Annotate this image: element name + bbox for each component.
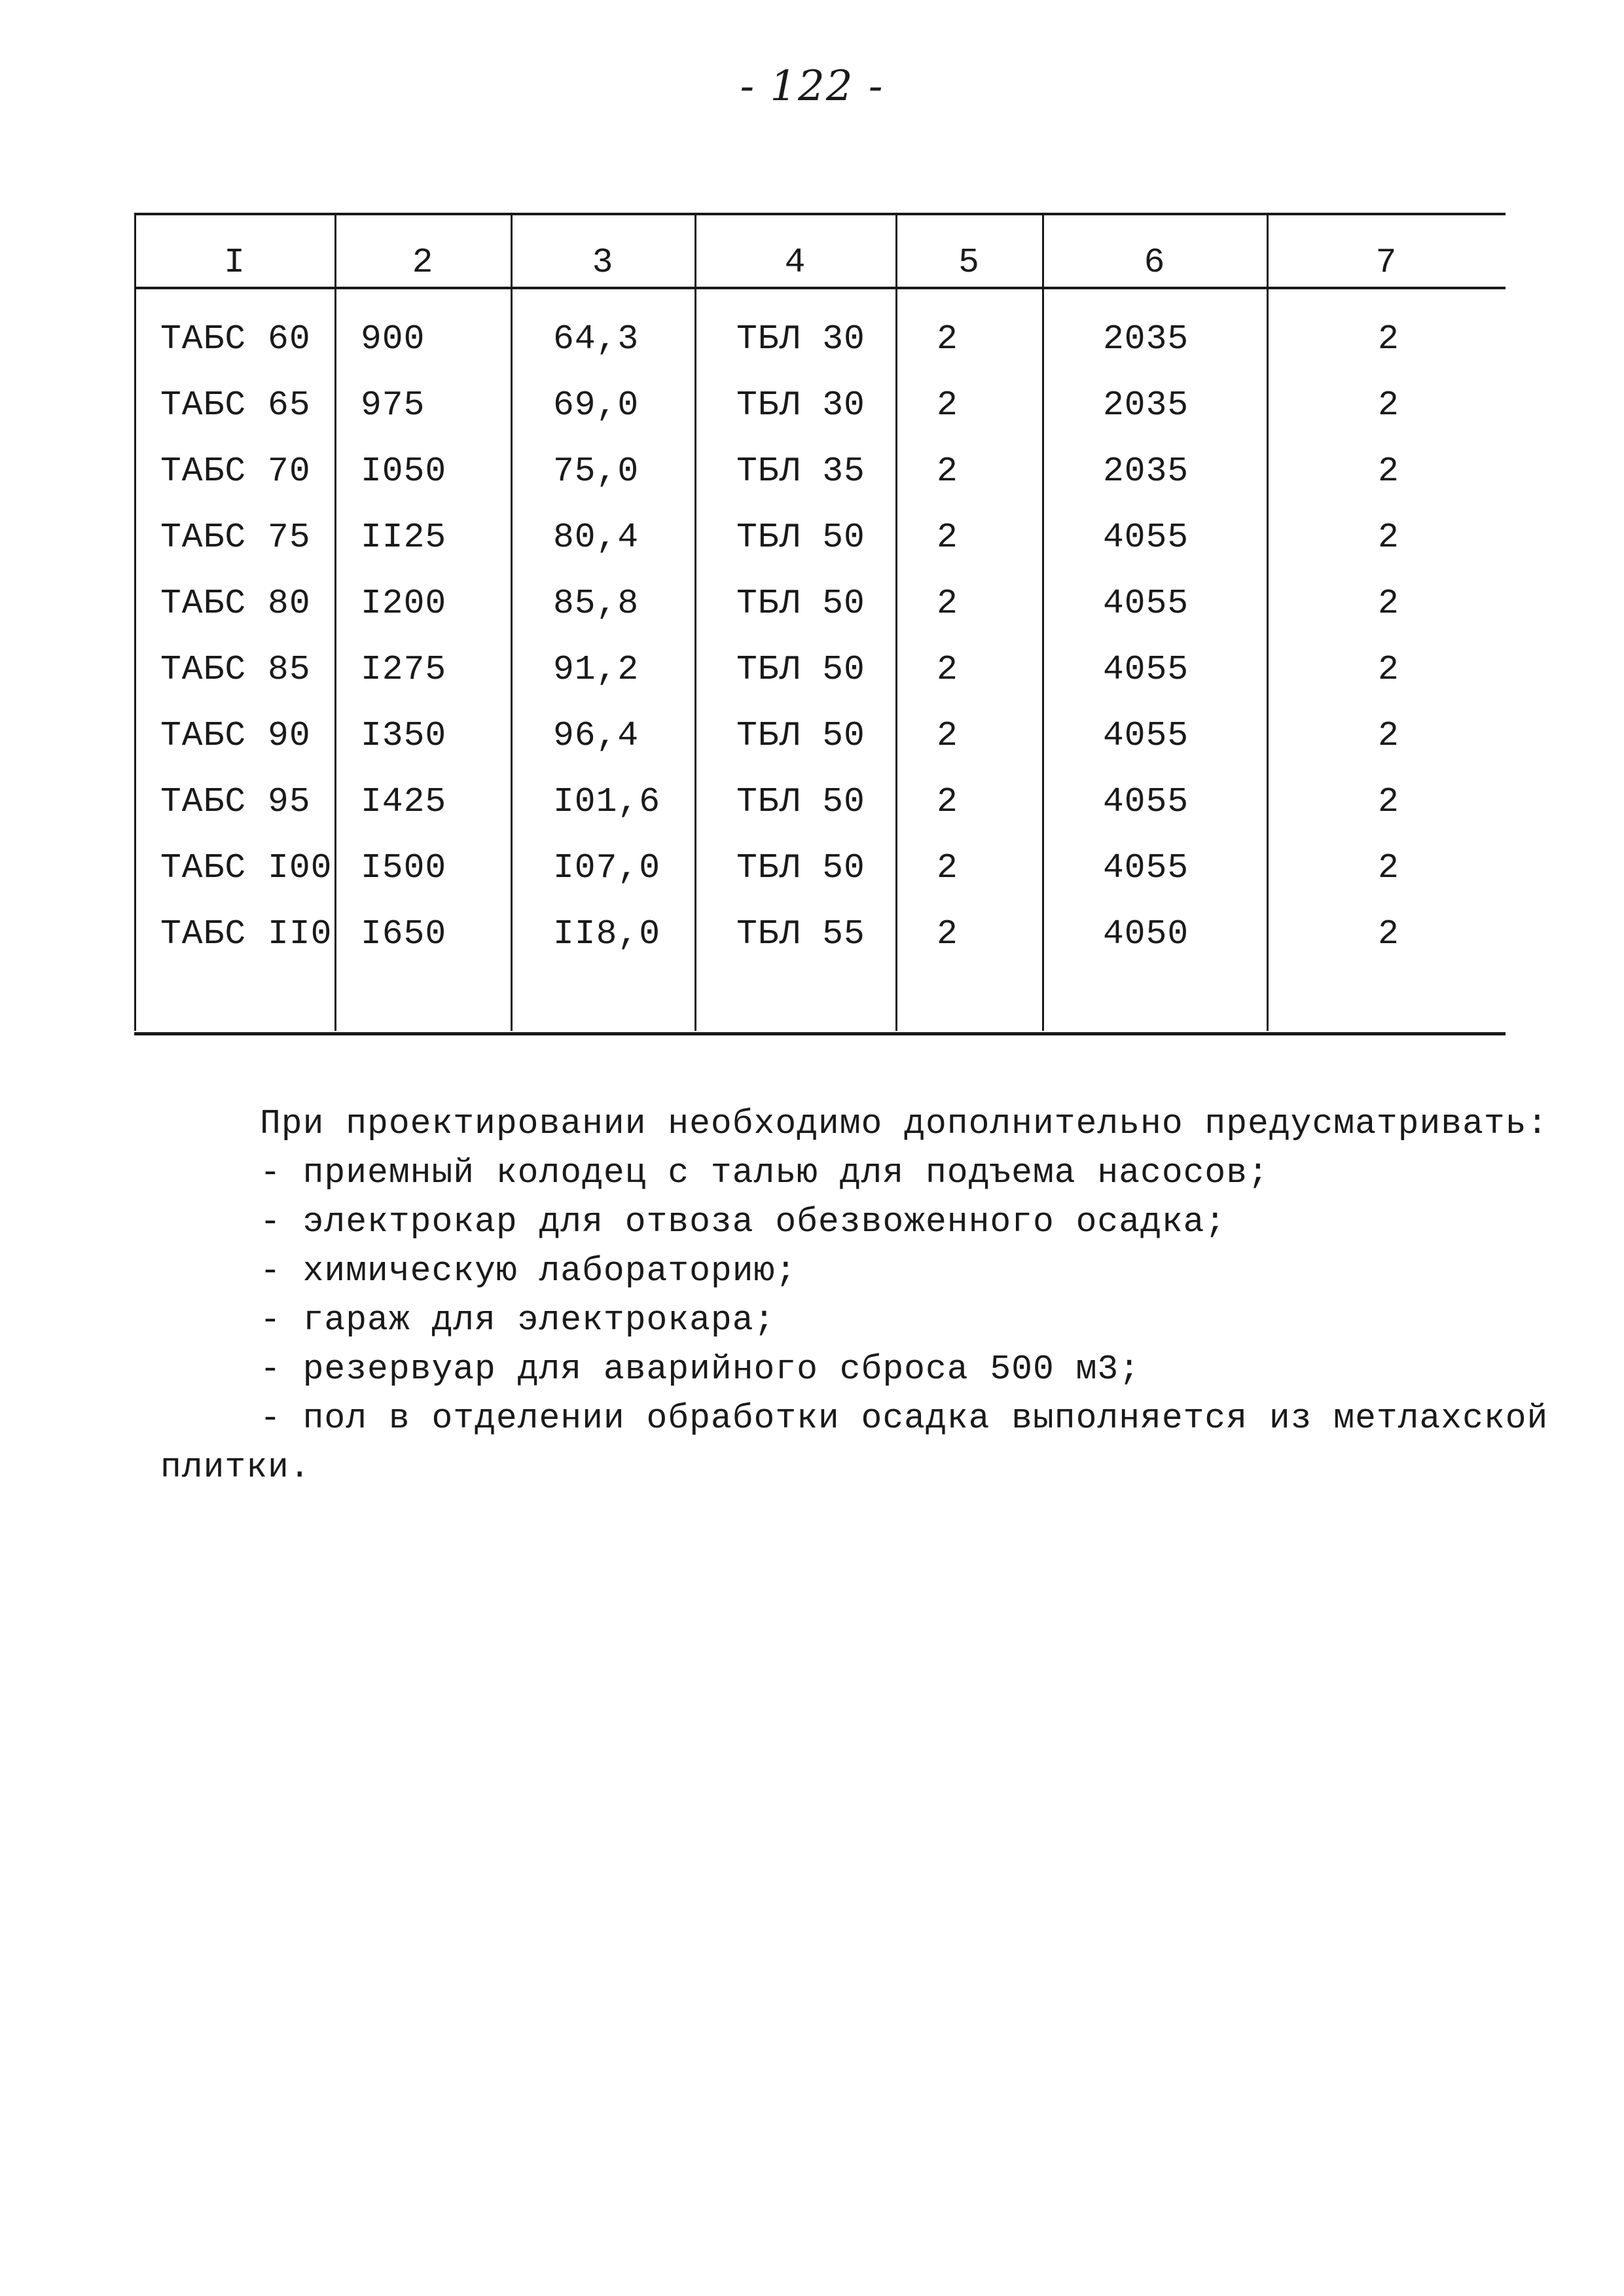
table-cell: I275	[361, 650, 447, 689]
list-item-continuation: плитки.	[160, 1448, 311, 1487]
table-cell: 4055	[1103, 782, 1189, 821]
table-cell: ТБЛ 35	[736, 452, 865, 491]
table-cell: 2	[937, 650, 958, 689]
table-cell: 975	[361, 386, 425, 425]
table-cell: ТАБС 90	[160, 716, 311, 755]
col-divider	[895, 213, 897, 1031]
table-cell: 4055	[1103, 518, 1189, 557]
table-cell: ТАБС 65	[160, 386, 311, 425]
table-cell: 2	[937, 848, 958, 888]
table-cell: 2	[1378, 716, 1399, 755]
table-cell: I01,6	[553, 782, 661, 821]
table-cell: 2	[937, 518, 958, 557]
list-item: - резервуар для аварийного сброса 500 м3;	[260, 1350, 1141, 1389]
table-cell: 2	[937, 782, 958, 821]
table-cell: ТБЛ 50	[736, 848, 865, 888]
table-cell: ТАБС 85	[160, 650, 311, 689]
table-cell: 2035	[1103, 386, 1189, 425]
table-cell: 2	[937, 319, 958, 359]
table-cell: 2	[1378, 584, 1399, 623]
col-divider	[1042, 213, 1044, 1031]
table-cell: ТБЛ 30	[736, 319, 865, 359]
table-cell: I050	[361, 452, 447, 491]
table-cell: 2	[937, 452, 958, 491]
table-cell: 2	[937, 914, 958, 954]
table-cell: ТАБС 95	[160, 782, 311, 821]
column-header: 3	[592, 243, 613, 282]
table-cell: 2	[937, 716, 958, 755]
page-number: - 122 -	[740, 62, 884, 111]
design-notes	[160, 1100, 1549, 1492]
table-cell: 2	[1378, 319, 1399, 359]
table-cell: 2	[1378, 848, 1399, 888]
table-cell: ТАБС II0	[160, 914, 333, 954]
list-item: - химическую лабораторию;	[260, 1251, 797, 1291]
table-cell: 2	[1378, 650, 1399, 689]
table-cell: 2	[1378, 452, 1399, 491]
table-cell: 4055	[1103, 848, 1189, 888]
table-cell: 4050	[1103, 914, 1189, 954]
table-cell: ТАБС 60	[160, 319, 311, 359]
table-cell: 69,0	[553, 386, 640, 425]
table-cell: 64,3	[553, 319, 640, 359]
table-cell: 2	[1378, 782, 1399, 821]
col-divider	[334, 213, 336, 1031]
table-cell: ТБЛ 30	[736, 386, 865, 425]
column-header: 5	[958, 243, 979, 282]
table-cell: ТАБС 75	[160, 518, 311, 557]
table-cell: II8,0	[553, 914, 661, 954]
table-cell: I07,0	[553, 848, 661, 888]
table-cell: 2	[937, 386, 958, 425]
table-cell: ТБЛ 50	[736, 518, 865, 557]
table-cell: 2	[1378, 386, 1399, 425]
table-cell: ТАБС I00	[160, 848, 333, 888]
list-item: - пол в отделении обработки осадка выполняется из метлахской	[260, 1399, 1549, 1438]
table-cell: I425	[361, 782, 447, 821]
table-bottom-rule	[134, 1032, 1506, 1035]
table-cell: I650	[361, 914, 447, 954]
table-cell: 91,2	[553, 650, 640, 689]
table-cell: 2	[937, 584, 958, 623]
list-item: - гараж для электрокара;	[260, 1300, 776, 1340]
table-cell: 4055	[1103, 716, 1189, 755]
table-cell: I200	[361, 584, 447, 623]
list-item: - приемный колодец с талью для подъема насосов;	[260, 1153, 1269, 1193]
table-cell: 2035	[1103, 319, 1189, 359]
table-cell: ТАБС 80	[160, 584, 311, 623]
column-header: 6	[1144, 243, 1165, 282]
table-cell: 2	[1378, 914, 1399, 954]
column-header: 2	[412, 243, 433, 282]
table-cell: ТБЛ 55	[736, 914, 865, 954]
column-header: 4	[784, 243, 806, 282]
column-header: 7	[1375, 243, 1397, 282]
table-cell: 75,0	[553, 452, 640, 491]
table-cell: ТБЛ 50	[736, 716, 865, 755]
table-cell: ТБЛ 50	[736, 584, 865, 623]
table-cell: 85,8	[553, 584, 640, 623]
table-cell: 96,4	[553, 716, 640, 755]
list-item: - электрокар для отвоза обезвоженного осадка;	[260, 1202, 1227, 1242]
notes-intro: При проектировании необходимо дополнительно предусматривать:	[260, 1104, 1549, 1143]
col-divider	[1267, 213, 1269, 1031]
table-cell: I500	[361, 848, 447, 888]
table-cell: II25	[361, 518, 447, 557]
data-table	[134, 209, 1506, 1035]
column-header: I	[224, 243, 245, 282]
col-divider	[695, 213, 696, 1031]
table-cell: I350	[361, 716, 447, 755]
table-cell: 4055	[1103, 584, 1189, 623]
table-top-rule	[134, 213, 1506, 215]
table-cell: ТАБС 70	[160, 452, 311, 491]
table-cell: ТБЛ 50	[736, 650, 865, 689]
table-cell: 80,4	[553, 518, 640, 557]
table-cell: ТБЛ 50	[736, 782, 865, 821]
table-cell: 900	[361, 319, 425, 359]
table-header-rule	[134, 287, 1506, 289]
table-cell: 2	[1378, 518, 1399, 557]
table-cell: 4055	[1103, 650, 1189, 689]
table-left-rule	[134, 213, 136, 1031]
col-divider	[511, 213, 513, 1031]
table-cell: 2035	[1103, 452, 1189, 491]
